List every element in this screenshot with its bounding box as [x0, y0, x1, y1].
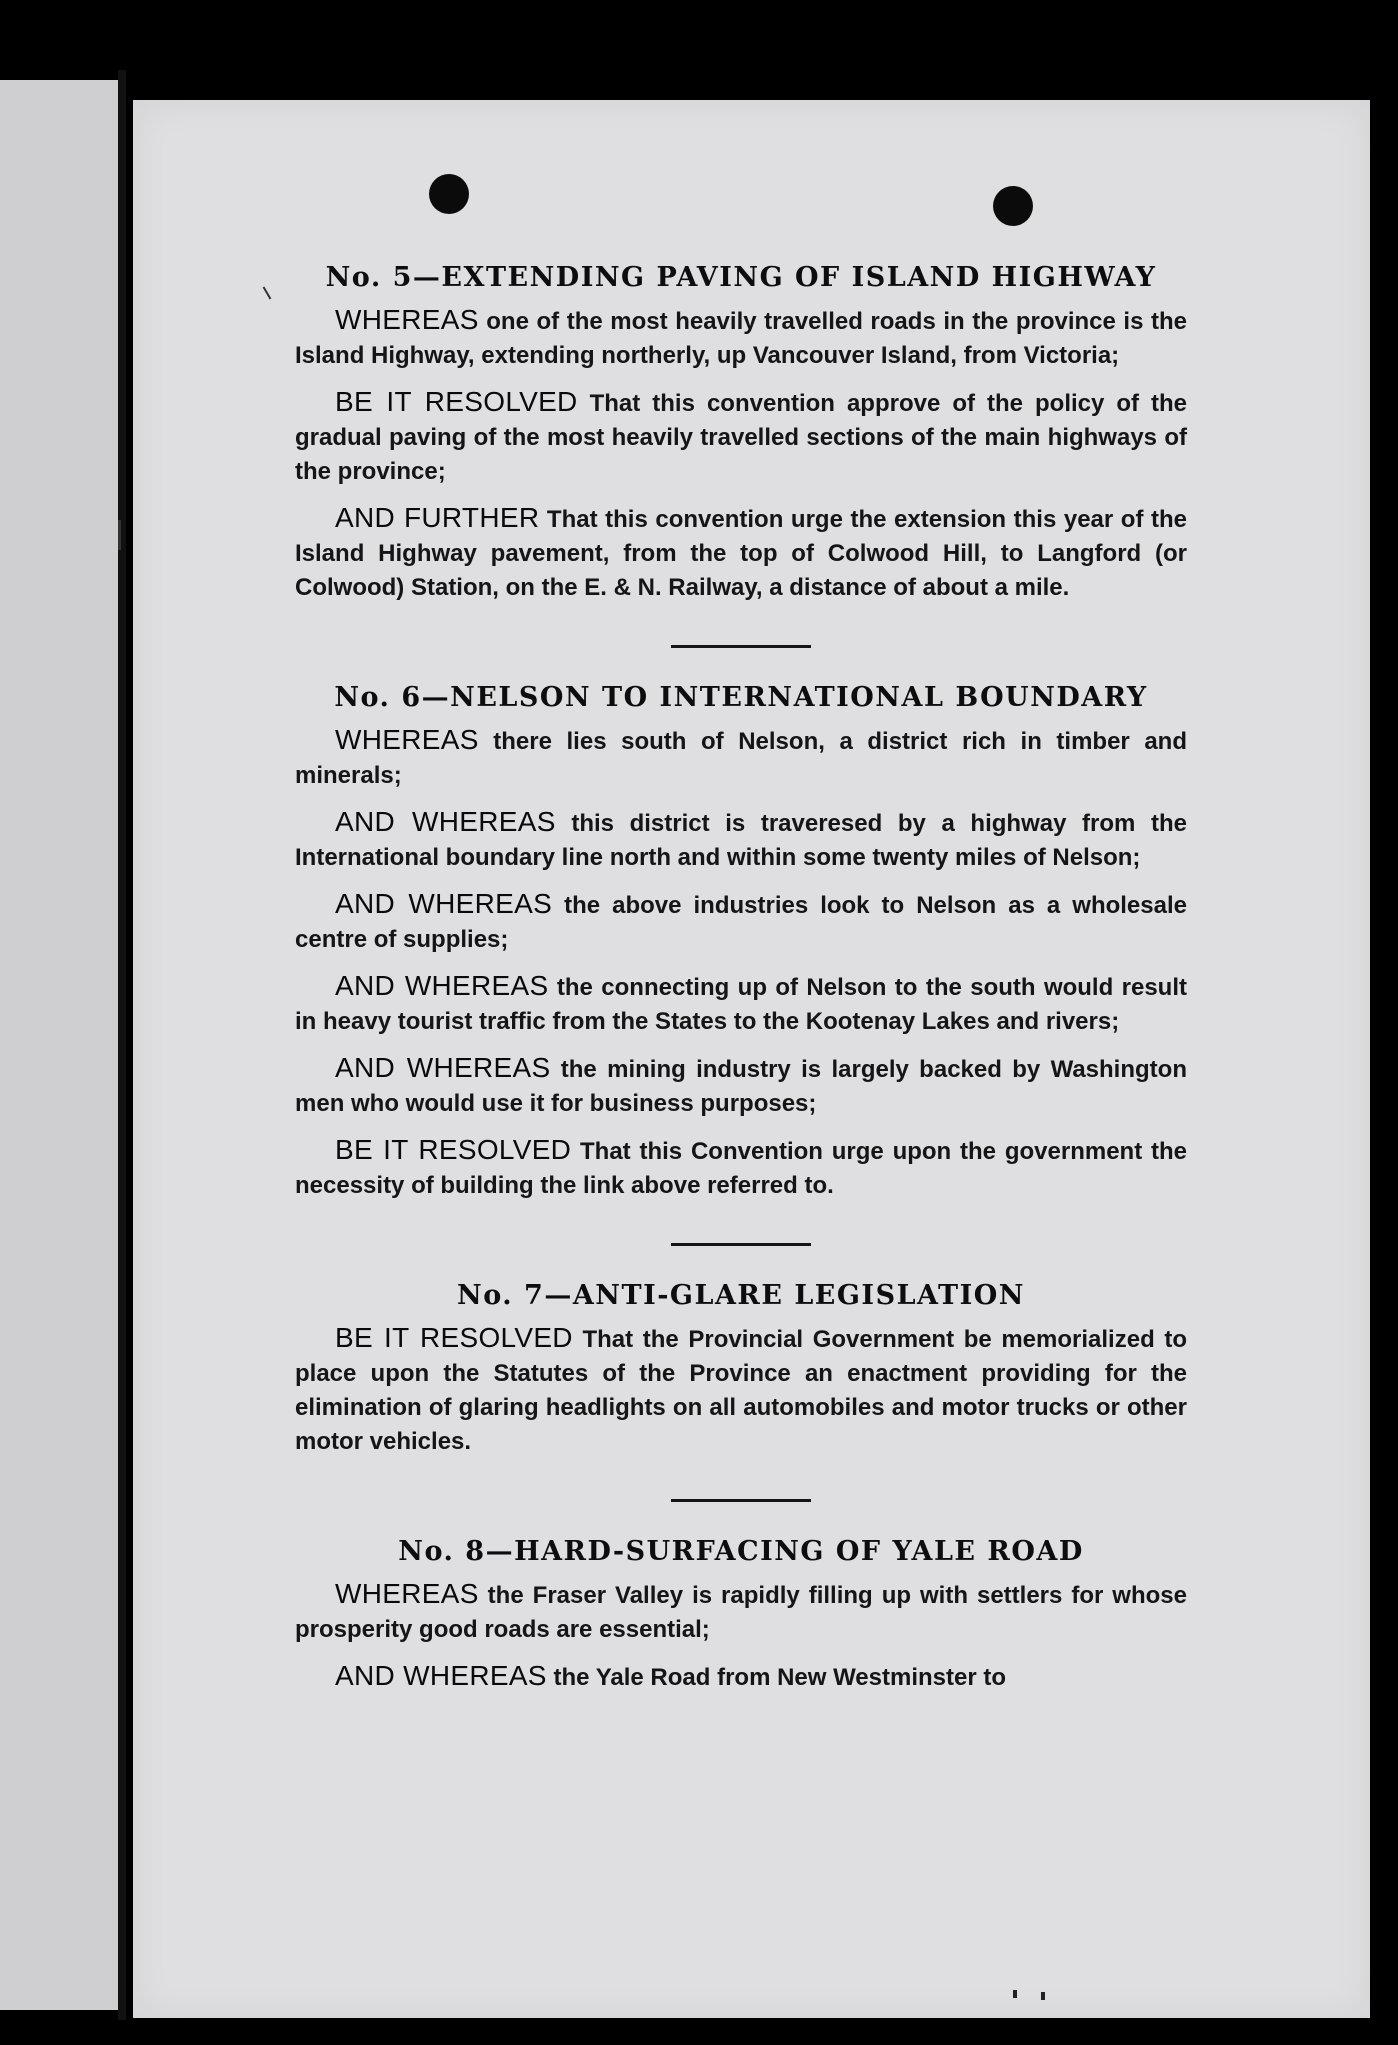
page-gutter-shadow	[118, 70, 126, 2020]
paragraph-lead: AND WHEREAS	[335, 1660, 547, 1691]
paragraph-text: That the Provincial Government be memorialized to place upon the Statutes of the Province an enactment providing for the elimination of glaring headlights on all automobiles and motor trucks or other motor vehicles.	[295, 1326, 1188, 1455]
paragraph-text: That this convention approve of the policy of the gradual paving of the most heavily travelled sections of the main highways of the province;	[295, 390, 1188, 485]
paragraph	[295, 303, 1187, 373]
speck	[1041, 1992, 1045, 2000]
paragraph-text: the Yale Road from New Westminster to	[553, 1664, 1007, 1691]
paragraph	[295, 887, 1187, 957]
adjacent-page-edge	[0, 80, 122, 2010]
resolution-section-7	[295, 1280, 1187, 1459]
stray-mark	[118, 520, 121, 550]
paragraph-lead: AND FURTHER	[335, 502, 540, 533]
paragraph-text: the mining industry is largely backed by Washington men who would use it for business purposes;	[295, 1056, 1187, 1117]
section-heading: No. 6—NELSON TO INTERNATIONAL BOUNDARY	[334, 682, 1148, 713]
paragraph-text: one of the most heavily travelled roads in the province is the Island Highway, extending northerly, up Vancouver Island, from Victoria;	[295, 308, 1188, 369]
paragraph-lead: AND WHEREAS	[335, 888, 553, 919]
paragraph-lead: WHEREAS	[335, 724, 479, 755]
paragraph-text: there lies south of Nelson, a district rich in timber and minerals;	[295, 728, 1188, 789]
resolution-section-5	[295, 262, 1187, 605]
resolution-section-8	[295, 1536, 1187, 1695]
section-divider	[671, 645, 811, 648]
paragraph-lead: AND WHEREAS	[335, 806, 556, 837]
paragraph-text: this district is traveresed by a highway from the International boundary line north and within some twenty miles of Nelson;	[295, 810, 1187, 871]
paragraph	[295, 969, 1187, 1039]
stray-mark	[263, 286, 272, 299]
section-heading: No. 8—HARD-SURFACING OF YALE ROAD	[398, 1536, 1084, 1567]
punch-hole-right	[993, 186, 1033, 226]
resolution-section-6	[295, 682, 1187, 1203]
punch-hole-left	[429, 174, 469, 214]
paragraph	[295, 1051, 1187, 1121]
paragraph	[295, 1133, 1187, 1203]
paragraph	[295, 805, 1187, 875]
paragraph	[295, 501, 1187, 605]
section-divider	[671, 1499, 811, 1502]
scan-specks	[1013, 1990, 1073, 2002]
paragraph-text: That this Convention urge upon the government the necessity of building the link above referred to.	[295, 1138, 1188, 1199]
paragraph-lead: WHEREAS	[335, 1578, 479, 1609]
paragraph-lead: BE IT RESOLVED	[335, 1134, 572, 1165]
speck	[1013, 1990, 1017, 1998]
paragraph-text: That this convention urge the extension this year of the Island Highway pavement, from the top of Colwood Hill, to Langford (or Colwood) Station, on the E. & N. Railway, a distance of about a mile.	[295, 506, 1187, 601]
paragraph-text: the above industries look to Nelson as a wholesale centre of supplies;	[295, 892, 1187, 953]
paragraph	[295, 1321, 1187, 1459]
paragraph-text: the connecting up of Nelson to the south would result in heavy tourist traffic from the States to the Kootenay Lakes and rivers;	[295, 974, 1187, 1035]
paragraph-text: the Fraser Valley is rapidly filling up with settlers for whose prosperity good roads are essential;	[295, 1582, 1187, 1643]
paragraph	[295, 723, 1187, 793]
paragraph	[295, 1659, 1187, 1695]
section-divider	[671, 1243, 811, 1246]
paragraph-lead: AND WHEREAS	[335, 970, 549, 1001]
paragraph-lead: BE IT RESOLVED	[335, 386, 578, 417]
document-page	[133, 100, 1370, 2018]
document-body	[295, 262, 1187, 1707]
paragraph-lead: WHEREAS	[335, 304, 479, 335]
paragraph	[295, 1577, 1187, 1647]
paragraph	[295, 385, 1187, 489]
paragraph-lead: AND WHEREAS	[335, 1052, 551, 1083]
paragraph-lead: BE IT RESOLVED	[335, 1322, 573, 1353]
section-heading: No. 5—EXTENDING PAVING OF ISLAND HIGHWAY	[325, 262, 1157, 293]
section-heading: No. 7—ANTI-GLARE LEGISLATION	[457, 1280, 1025, 1311]
